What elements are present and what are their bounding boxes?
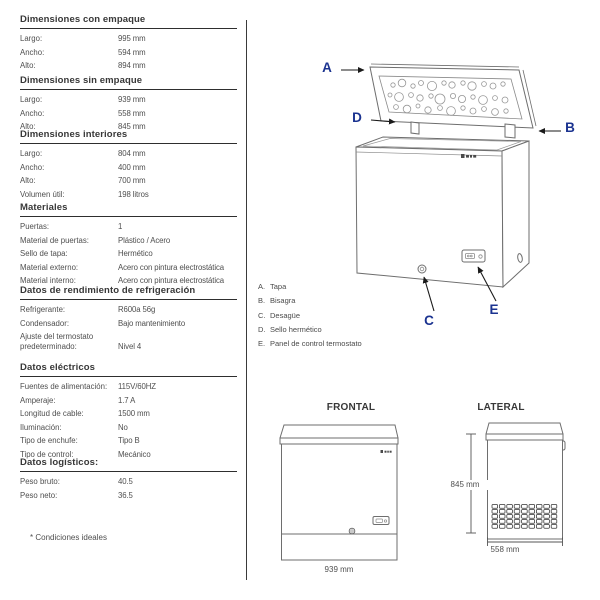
lateral-height-label: 845 mm: [435, 480, 495, 490]
parts-legend: [258, 283, 388, 354]
column-divider: [246, 20, 247, 580]
spec-label: Alto:: [20, 61, 36, 70]
spec-label: Volumen útil:: [20, 189, 65, 199]
spec-section-title: Materiales: [20, 202, 68, 213]
spec-label: Largo:: [20, 95, 43, 104]
spec-row: [20, 95, 237, 105]
spec-label: Refrigerante:: [20, 305, 66, 314]
spec-row: [20, 109, 237, 119]
spec-label: Peso bruto:: [20, 477, 60, 486]
spec-value: 845 mm: [118, 122, 146, 131]
spec-value: Bajo mantenimiento: [118, 318, 186, 328]
spec-value: 115V/60HZ: [118, 382, 156, 391]
ventilation-grille: [492, 505, 557, 529]
spec-value: 558 mm: [118, 108, 146, 118]
spec-section: [20, 14, 237, 75]
spec-row: [20, 305, 237, 315]
callout-letter-c: C: [424, 313, 434, 328]
footnote: * Condiciones ideales: [30, 533, 107, 542]
spec-section-title: Dimensiones sin empaque: [20, 75, 143, 86]
spec-value: No: [118, 422, 128, 432]
frontal-view-title: FRONTAL: [326, 402, 376, 413]
spec-label: Material externo:: [20, 262, 79, 272]
spec-value: Acero con pintura electrostática: [118, 276, 225, 285]
section-rule: [20, 89, 237, 90]
spec-label: Alto:: [20, 122, 36, 131]
lid-bubble-pattern: [388, 79, 508, 115]
spec-row: [20, 249, 237, 259]
spec-row: [20, 382, 237, 392]
legend-item: [258, 326, 388, 334]
frontal-width-label: 939 mm: [324, 565, 354, 574]
hinge-right: [505, 124, 515, 138]
brand-logo: [461, 154, 476, 158]
lateral-hinge: [562, 441, 566, 450]
side-vent: [517, 253, 523, 262]
freezer-body: [356, 137, 529, 287]
spec-row: [20, 319, 237, 329]
spec-value: 1500 mm: [118, 409, 150, 418]
spec-value: 894 mm: [118, 61, 146, 70]
spec-label: Condensador:: [20, 318, 69, 328]
legend-label: Tapa: [270, 282, 287, 291]
spec-label: Ajuste del termostato predeterminado:: [20, 332, 94, 351]
spec-label: Ancho:: [20, 162, 45, 172]
spec-section: [20, 457, 237, 504]
spec-column: [20, 0, 237, 600]
arrow-c: [424, 277, 434, 311]
callout-letter-e: E: [489, 302, 499, 317]
spec-value: R600a 56g: [118, 305, 156, 314]
spec-row: [20, 34, 237, 44]
lateral-width-label: 558 mm: [490, 545, 520, 554]
spec-row: [20, 149, 237, 159]
spec-row: [20, 48, 237, 58]
spec-value: 400 mm: [118, 162, 146, 172]
hinge-left: [411, 122, 419, 134]
spec-label: Ancho:: [20, 47, 45, 57]
legend-item: [258, 297, 388, 305]
spec-label: Amperaje:: [20, 395, 56, 405]
section-rule: [20, 28, 237, 29]
spec-row: [20, 332, 237, 351]
spec-label: Tipo de control:: [20, 449, 74, 459]
spec-section: [20, 285, 237, 355]
spec-section: [20, 129, 237, 203]
spec-label: Sello de tapa:: [20, 249, 68, 258]
spec-row: [20, 163, 237, 173]
spec-value: 939 mm: [118, 95, 146, 104]
spec-row: [20, 477, 237, 487]
spec-value: 40.5: [118, 477, 133, 486]
spec-value: 995 mm: [118, 34, 146, 43]
spec-label: Longitud de cable:: [20, 409, 84, 418]
spec-row: [20, 176, 237, 186]
arrow-d: [371, 120, 395, 122]
spec-section: [20, 202, 237, 290]
spec-section: [20, 362, 237, 463]
spec-section-title: Datos de rendimiento de refrigeración: [20, 285, 196, 296]
section-rule: [20, 299, 237, 300]
section-rule: [20, 376, 237, 377]
spec-label: Fuentes de alimentación:: [20, 382, 108, 391]
spec-value: 700 mm: [118, 176, 146, 185]
frontal-drain: [349, 528, 355, 534]
callout-arrows: [341, 70, 561, 311]
spec-section-title: Datos eléctricos: [20, 362, 95, 373]
spec-label: Iluminación:: [20, 422, 62, 432]
freezer-lid: [370, 64, 536, 128]
spec-section-title: Datos logísticos:: [20, 457, 99, 468]
frontal-brand-logo: [381, 450, 392, 453]
legend-key: B.: [258, 296, 266, 306]
spec-value: 36.5: [118, 490, 133, 500]
frontal-thermostat-panel: [373, 517, 389, 525]
callout-letter-b: B: [565, 120, 575, 135]
legend-key: E.: [258, 339, 266, 349]
lateral-view-title: LATERAL: [477, 402, 525, 413]
legend-item: [258, 283, 388, 291]
spec-label: Ancho:: [20, 108, 45, 118]
legend-label: Bisagra: [270, 296, 296, 306]
thermostat-panel: [462, 250, 485, 262]
callout-letter-a: A: [322, 60, 332, 75]
spec-row: [20, 190, 237, 200]
spec-value: 1: [118, 222, 123, 231]
spec-row: [20, 263, 237, 273]
spec-label: Largo:: [20, 149, 43, 158]
spec-row: [20, 436, 237, 446]
spec-value: 594 mm: [118, 47, 146, 57]
spec-row: [20, 423, 237, 433]
section-rule: [20, 471, 237, 472]
drain: [418, 265, 426, 273]
spec-label: Peso neto:: [20, 490, 58, 500]
spec-section-title: Dimensiones con empaque: [20, 14, 146, 25]
legend-label: Desagüe: [270, 310, 301, 320]
spec-section: [20, 75, 237, 136]
spec-label: Tipo de enchufe:: [20, 436, 78, 445]
spec-row: [20, 396, 237, 406]
spec-value: 804 mm: [118, 149, 146, 158]
section-rule: [20, 143, 237, 144]
spec-value: Mecánico: [118, 449, 151, 459]
spec-row: [20, 61, 237, 71]
spec-row: [20, 236, 237, 246]
spec-label: Puertas:: [20, 222, 50, 231]
spec-label: Largo:: [20, 34, 43, 43]
callout-letter-d: D: [352, 110, 362, 125]
legend-key: A.: [258, 282, 266, 291]
spec-value: Nivel 4: [118, 341, 142, 351]
spec-value: Hermético: [118, 249, 153, 258]
frontal-view: [280, 425, 398, 560]
spec-label: Alto:: [20, 176, 36, 185]
spec-value: Tipo B: [118, 436, 140, 445]
legend-key: D.: [258, 324, 266, 334]
spec-label: Material interno:: [20, 276, 76, 285]
section-rule: [20, 216, 237, 217]
spec-value: 198 litros: [118, 189, 149, 199]
legend-item: [258, 312, 388, 320]
spec-value: 1.7 A: [118, 395, 136, 405]
spec-value: Plástico / Acero: [118, 235, 171, 245]
spec-row: [20, 222, 237, 232]
legend-item: [258, 340, 388, 348]
legend-label: Sello hermético: [270, 324, 322, 334]
arrow-e: [478, 267, 496, 301]
spec-row: [20, 409, 237, 419]
spec-section-title: Dimensiones interiores: [20, 129, 128, 140]
main-diagram: [341, 64, 561, 311]
spec-label: Material de puertas:: [20, 235, 89, 245]
spec-row: [20, 491, 237, 501]
legend-key: C.: [258, 310, 266, 320]
legend-label: Panel de control termostato: [270, 339, 362, 349]
spec-value: Acero con pintura electrostática: [118, 262, 225, 272]
